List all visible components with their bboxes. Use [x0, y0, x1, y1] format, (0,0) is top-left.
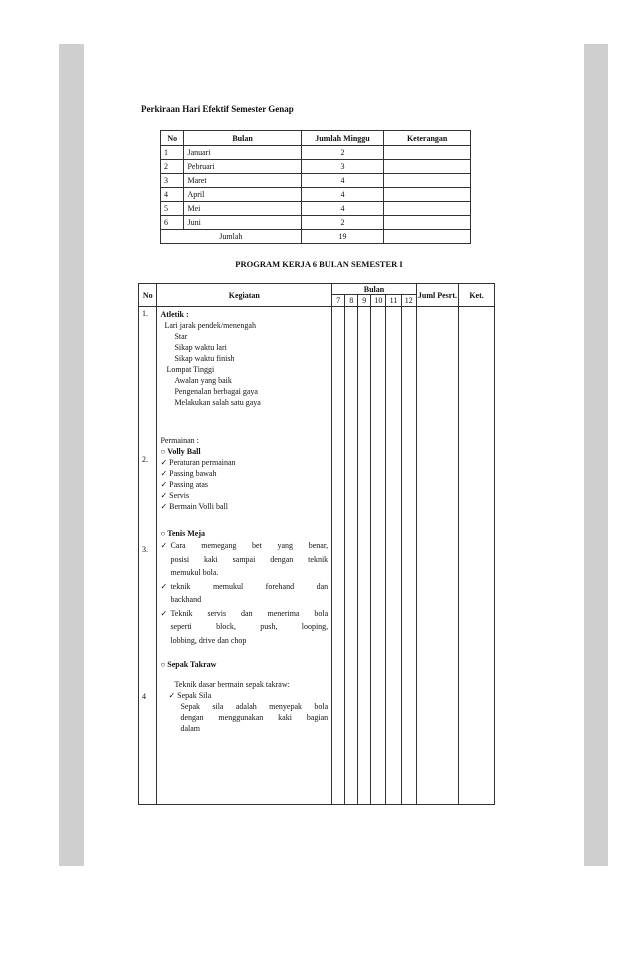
list-item: Awalan yang baik — [174, 376, 232, 385]
section-title: Perkiraan Hari Efektif Semester Genap — [141, 104, 294, 114]
page-margin-right — [584, 44, 608, 866]
item-number: 2. — [142, 455, 148, 464]
month-header: 10 — [371, 295, 386, 307]
cell-minggu: 4 — [301, 202, 384, 216]
month-cell — [401, 307, 416, 805]
number-column — [139, 307, 157, 805]
check-icon: ✓ — [160, 458, 170, 467]
col-header-ket: Ket. — [459, 284, 495, 307]
cell-minggu: 4 — [301, 174, 384, 188]
check-icon: ✓ — [160, 608, 168, 618]
col-header-jumlah: Juml Pesrt. — [416, 284, 458, 307]
circle-bullet-icon: ○ — [160, 447, 168, 456]
text-line: backhand — [170, 595, 202, 604]
check-icon: ✓ — [160, 502, 170, 511]
program-table — [138, 283, 495, 805]
text-line: memukul bola. — [170, 568, 219, 577]
cell-no: 2 — [161, 160, 184, 174]
cell-ket — [384, 188, 471, 202]
total-ket — [384, 230, 471, 244]
check-icon: ✓ — [160, 541, 168, 550]
table-row — [161, 160, 471, 174]
ket-cell — [459, 307, 495, 805]
cell-no: 6 — [161, 216, 184, 230]
month-header: 8 — [345, 295, 358, 307]
text-line: dalam — [180, 724, 200, 733]
col-header-bulan: Bulan — [332, 284, 417, 295]
table-row — [161, 216, 471, 230]
list-item: Lari jarak pendek/menengah — [164, 321, 256, 330]
volly-title: Volly Ball — [167, 447, 201, 456]
effective-days-table — [160, 130, 471, 244]
program-header-row — [139, 284, 495, 295]
col-header-keterangan: Keterangan — [384, 131, 471, 146]
list-item: Lompat Tinggi — [166, 365, 215, 374]
tenis-title: Tenis Meja — [167, 529, 205, 538]
item-number: 1. — [142, 309, 148, 318]
col-header-no: No — [161, 131, 184, 146]
col-header-kegiatan: Kegiatan — [157, 284, 332, 307]
text-line: Cara memegang bet yang benar, — [170, 541, 329, 550]
cell-ket — [384, 146, 471, 160]
cell-ket — [384, 202, 471, 216]
circle-bullet-icon: ○ — [160, 529, 168, 538]
program-body-row — [139, 307, 495, 805]
program-title: PROGRAM KERJA 6 BULAN SEMESTER I — [235, 259, 403, 269]
cell-minggu: 4 — [301, 188, 384, 202]
month-cell — [386, 307, 401, 805]
cell-bulan: April — [184, 188, 301, 202]
total-label: Jumlah — [161, 230, 302, 244]
list-item: Pengenalan berbagai gaya — [174, 387, 258, 396]
cell-minggu: 2 — [301, 146, 384, 160]
check-icon: ✓ — [160, 581, 168, 591]
takraw-title: Sepak Takraw — [167, 660, 217, 669]
atletik-title: Atletik : — [160, 310, 189, 319]
text-line: seperti block, push, looping, — [170, 622, 329, 631]
item-number: 3. — [142, 545, 148, 554]
check-icon: ✓ — [168, 691, 178, 700]
permainan-intro: Permainan : — [160, 436, 199, 445]
month-header: 11 — [386, 295, 401, 307]
table-row — [161, 188, 471, 202]
text-line: Teknik servis dan menerima bola — [170, 608, 329, 618]
cell-no: 5 — [161, 202, 184, 216]
cell-ket — [384, 216, 471, 230]
cell-no: 1 — [161, 146, 184, 160]
cell-bulan: Mei — [184, 202, 301, 216]
list-item: Peraturan permainan — [169, 458, 236, 467]
circle-bullet-icon: ○ — [160, 660, 168, 669]
total-value: 19 — [301, 230, 384, 244]
col-header-minggu: Jumlah Minggu — [301, 131, 384, 146]
cell-no: 3 — [161, 174, 184, 188]
cell-bulan: Pebruari — [184, 160, 301, 174]
list-item: Sikap waktu finish — [174, 354, 235, 363]
cell-ket — [384, 160, 471, 174]
list-item: Passing atas — [169, 480, 209, 489]
month-header: 7 — [332, 295, 345, 307]
month-header: 9 — [358, 295, 371, 307]
list-item: Sepak Sila — [177, 691, 212, 700]
list-item: Passing bawah — [169, 469, 217, 478]
check-icon: ✓ — [160, 469, 170, 478]
cell-bulan: Januari — [184, 146, 301, 160]
takraw-intro: Teknik dasar bermain sepak takraw: — [174, 680, 290, 689]
item-number: 4 — [142, 692, 146, 701]
table-total-row — [161, 230, 471, 244]
cell-minggu: 2 — [301, 216, 384, 230]
check-icon: ✓ — [160, 491, 170, 500]
page-margin-left — [59, 44, 84, 866]
list-item: Servis — [169, 491, 190, 500]
month-cell — [345, 307, 358, 805]
kegiatan-column — [157, 307, 332, 805]
cell-bulan: Juni — [184, 216, 301, 230]
col-header-bulan: Bulan — [184, 131, 301, 146]
col-header-no: No — [139, 284, 157, 307]
text-line: lobbing, drive dan chop — [170, 635, 247, 645]
text-line: dengan menggunakan kaki bagian — [180, 713, 329, 722]
table-row — [161, 146, 471, 160]
month-cell — [332, 307, 345, 805]
list-item: Star — [174, 332, 188, 341]
jumlah-cell — [416, 307, 458, 805]
table-row — [161, 202, 471, 216]
table-header-row — [161, 131, 471, 146]
text-line: teknik memukul forehand dan — [170, 581, 329, 591]
table-row — [161, 174, 471, 188]
cell-ket — [384, 174, 471, 188]
cell-no: 4 — [161, 188, 184, 202]
month-cell — [371, 307, 386, 805]
cell-bulan: Maret — [184, 174, 301, 188]
check-icon: ✓ — [160, 480, 170, 489]
cell-minggu: 3 — [301, 160, 384, 174]
month-cell — [358, 307, 371, 805]
list-item: Melakukan salah satu gaya — [174, 398, 261, 407]
month-header: 12 — [401, 295, 416, 307]
list-item: Sikap waktu lari — [174, 343, 227, 352]
list-item: Bermain Volli ball — [169, 502, 228, 511]
text-line: posisi kaki sampai dengan teknik — [170, 554, 329, 564]
text-line: Sepak sila adalah menyepak bola — [180, 702, 329, 711]
